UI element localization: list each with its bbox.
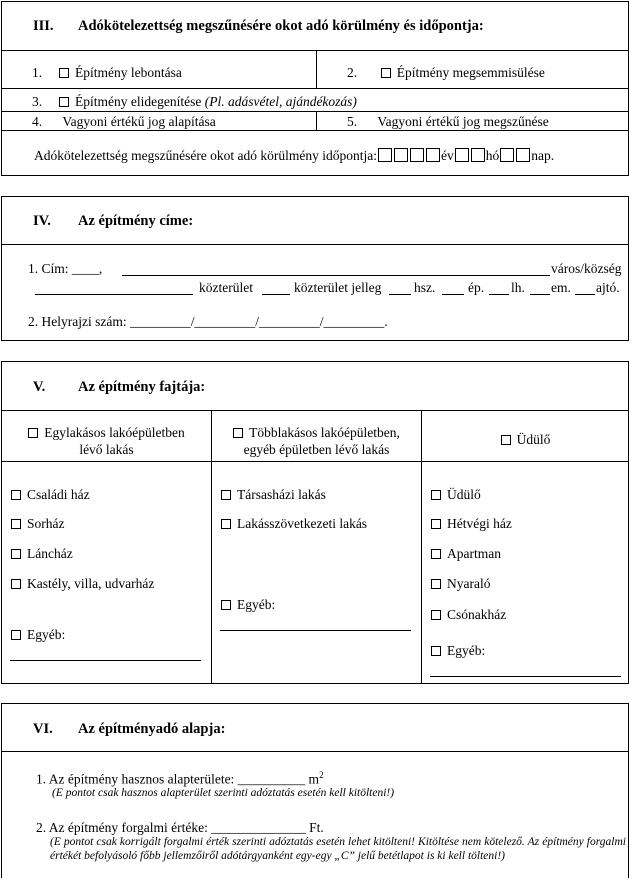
year-digit-box[interactable] — [410, 148, 424, 162]
option-lanchaz[interactable]: Láncház — [11, 546, 73, 562]
lh-input-line[interactable] — [489, 294, 509, 295]
checkbox[interactable] — [11, 630, 21, 640]
ep-label: ép. — [468, 280, 485, 295]
checkbox[interactable] — [11, 579, 21, 589]
option-egyeb-2[interactable]: Egyéb: — [221, 597, 275, 613]
street-type-label: közterület jelleg — [294, 280, 382, 295]
option-csonakhaz[interactable]: Csónakház — [431, 607, 506, 623]
section-number: V. — [33, 379, 46, 395]
lh-label: lh. — [511, 280, 525, 295]
checkbox[interactable] — [11, 490, 21, 500]
day-digit-box[interactable] — [516, 148, 530, 162]
option-hetvegi-haz[interactable]: Hétvégi ház — [431, 516, 512, 532]
option-egyeb-1[interactable]: Egyéb: — [11, 627, 65, 643]
checkbox[interactable] — [431, 610, 441, 620]
section-number: IV. — [33, 213, 51, 229]
option-udulo[interactable]: Üdülő — [431, 487, 481, 503]
section-iv — [1, 196, 629, 341]
section-iii — [1, 1, 629, 176]
checkbox[interactable] — [28, 428, 38, 438]
egyeb-2-input-line[interactable] — [220, 630, 411, 631]
col-multi-dwelling-header[interactable]: Többlakásos lakóépületben, egyéb épületben lévő lakás — [212, 424, 421, 458]
section-vi — [1, 703, 629, 878]
date-label: Adókötelezettség megszűnésére okot adó körülmény időpontja: — [34, 148, 378, 163]
option-1[interactable]: 1. Építmény lebontása — [32, 65, 182, 80]
date-row: Adókötelezettség megszűnésére okot adó körülmény időpontja: év hó nap. — [34, 148, 555, 163]
col-single-dwelling-header[interactable]: Egylakásos lakóépületben lévő lakás — [2, 424, 211, 458]
option-csaladi-haz[interactable]: Családi ház — [11, 487, 90, 503]
section-title: Az építmény címe: — [78, 213, 194, 229]
street-type-input-line[interactable] — [262, 294, 290, 295]
checkbox[interactable] — [221, 600, 231, 610]
col-holiday-header[interactable]: Üdülő — [422, 432, 629, 448]
city-input-line[interactable] — [122, 275, 550, 276]
option-sorhaz[interactable]: Sorház — [11, 516, 65, 532]
market-value-field[interactable]: 2. Az építmény forgalmi értéke: ______________ Ft. — [36, 820, 324, 835]
ep-input-line[interactable] — [442, 294, 464, 295]
egyeb-3-input-line[interactable] — [430, 676, 621, 677]
year-digit-box[interactable] — [394, 148, 408, 162]
em-input-line[interactable] — [530, 294, 550, 295]
checkbox[interactable] — [11, 519, 21, 529]
checkbox[interactable] — [59, 97, 69, 107]
checkbox[interactable] — [431, 549, 441, 559]
floor-area-field[interactable]: 1. Az építmény hasznos alapterülete: __________ $m^2$ — [36, 770, 324, 787]
market-value-note: (E pontot csak korrigált forgalmi érték szerinti adóztatás esetén lehet kitölteni! Kitöltése nem kötelező. Az építmény forgalmi értékét befolyásoló főbb jellemzőiről adótárgyanként egy-egy „C” jelű betétlapot is ki kell tölteni!) — [50, 836, 626, 862]
section-title: Az építmény fajtája: — [78, 379, 206, 395]
checkbox[interactable] — [431, 579, 441, 589]
section-number: III. — [33, 18, 54, 34]
month-digit-box[interactable] — [455, 148, 469, 162]
parcel-number-field[interactable]: 2. Helyrajzi szám: _________/_________/_________/_________. — [28, 314, 388, 329]
hsz-input-line[interactable] — [389, 294, 411, 295]
option-2[interactable]: 2. Építmény megsemmisülése — [347, 65, 545, 80]
ajto-label: ajtó. — [596, 280, 620, 295]
em-label: em. — [551, 280, 571, 295]
section-v — [1, 361, 629, 684]
ajto-input-line[interactable] — [575, 294, 595, 295]
address-line-1[interactable]: 1. Cím: ____, — [28, 261, 103, 276]
option-nyaralo[interactable]: Nyaraló — [431, 576, 490, 592]
option-egyeb-3[interactable]: Egyéb: — [431, 643, 485, 659]
checkbox[interactable] — [501, 435, 511, 445]
option-kastely[interactable]: Kastély, villa, udvarház — [11, 576, 154, 592]
street-label: közterület — [199, 280, 253, 295]
city-label: város/község — [551, 261, 622, 276]
floor-area-note: (E pontot csak hasznos alapterület szerinti adóztatás esetén kell kitölteni!) — [52, 787, 395, 799]
street-input-line[interactable] — [35, 294, 193, 295]
checkbox[interactable] — [431, 519, 441, 529]
checkbox[interactable] — [233, 428, 243, 438]
section-number: VI. — [33, 721, 53, 737]
checkbox[interactable] — [221, 519, 231, 529]
option-tarsashazi[interactable]: Társasházi lakás — [221, 487, 326, 503]
option-4[interactable]: 4. Vagyoni értékű jog alapítása — [32, 114, 216, 129]
month-digit-box[interactable] — [471, 148, 485, 162]
day-digit-box[interactable] — [500, 148, 514, 162]
option-lakasszovetkezeti[interactable]: Lakásszövetkezeti lakás — [221, 516, 367, 532]
year-digit-box[interactable] — [426, 148, 440, 162]
option-apartman[interactable]: Apartman — [431, 546, 501, 562]
year-digit-box[interactable] — [378, 148, 392, 162]
checkbox[interactable] — [431, 646, 441, 656]
section-title: Adókötelezettség megszűnésére okot adó körülmény és időpontja: — [78, 18, 484, 34]
option-5[interactable]: 5. Vagyoni értékű jog megszűnése — [347, 114, 549, 129]
checkbox[interactable] — [381, 68, 391, 78]
checkbox[interactable] — [221, 490, 231, 500]
hsz-label: hsz. — [414, 280, 436, 295]
checkbox[interactable] — [11, 549, 21, 559]
egyeb-1-input-line[interactable] — [10, 660, 201, 661]
checkbox[interactable] — [59, 68, 69, 78]
checkbox[interactable] — [431, 490, 441, 500]
option-3[interactable]: 3. Építmény elidegenítése (Pl. adásvétel, ajándékozás) — [32, 94, 357, 109]
section-title: Az építményadó alapja: — [78, 721, 226, 737]
